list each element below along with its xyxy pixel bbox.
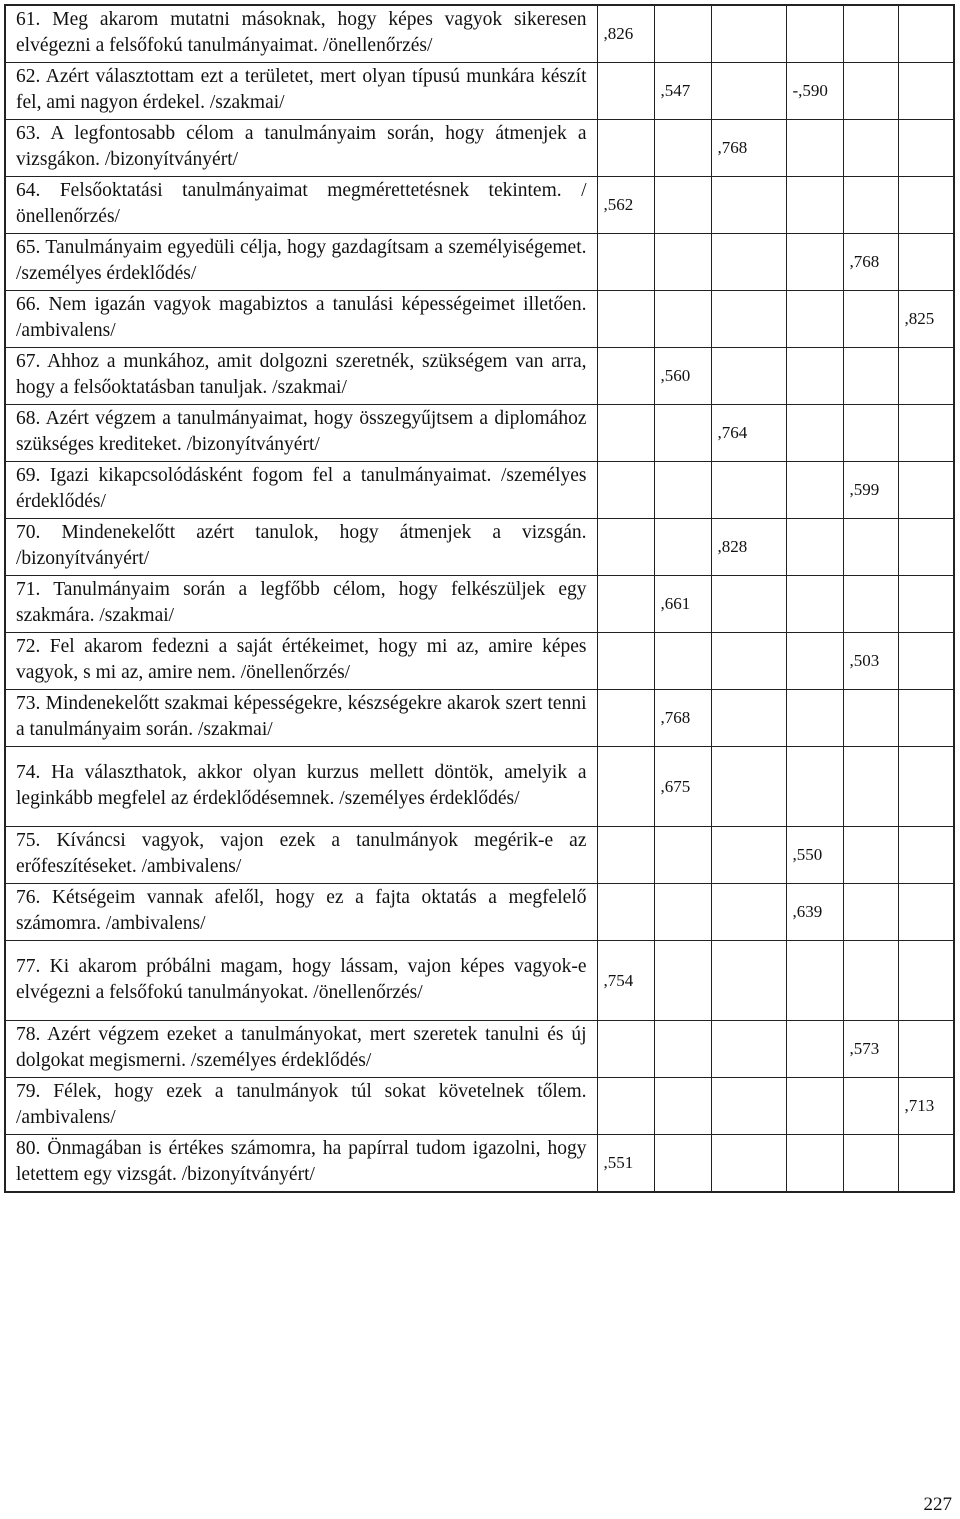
loading-cell-factor-1 (597, 462, 654, 519)
loading-cell-factor-4 (786, 747, 843, 827)
table-row (5, 519, 954, 576)
loading-cell-factor-2 (654, 1021, 711, 1078)
loading-cell-factor-4 (786, 1078, 843, 1135)
loading-cell-factor-2 (654, 1078, 711, 1135)
table-row (5, 941, 954, 1021)
table-row (5, 63, 954, 120)
loading-cell-factor-5 (843, 120, 898, 177)
item-text: 71. Tanulmányaim során a legfőbb célom, hogy felkészüljek egy szakmára. /szakmai/ (16, 579, 587, 626)
item-cell (5, 827, 597, 884)
loading-cell-factor-4 (786, 234, 843, 291)
table-row (5, 747, 954, 827)
loading-cell-factor-5 (843, 348, 898, 405)
loading-cell-factor-5 (843, 1135, 898, 1193)
loading-cell-factor-2 (654, 519, 711, 576)
loading-cell-factor-5 (843, 827, 898, 884)
item-cell (5, 1021, 597, 1078)
loading-cell-factor-2 (654, 941, 711, 1021)
loading-cell-factor-1 (597, 1021, 654, 1078)
loading-cell-factor-6 (898, 633, 954, 690)
loading-cell-factor-2: ,661 (654, 576, 711, 633)
table-row (5, 690, 954, 747)
loading-cell-factor-5 (843, 884, 898, 941)
item-text: 76. Kétségeim vannak afelől, hogy ez a fajta oktatás a megfelelő számomra. /ambivalens/ (16, 887, 587, 934)
item-cell (5, 519, 597, 576)
loading-cell-factor-2 (654, 405, 711, 462)
loading-cell-factor-3: ,828 (711, 519, 786, 576)
loading-cell-factor-4 (786, 177, 843, 234)
loading-cell-factor-5 (843, 747, 898, 827)
loading-cell-factor-2: ,768 (654, 690, 711, 747)
item-cell (5, 234, 597, 291)
loading-cell-factor-2: ,560 (654, 348, 711, 405)
loading-cell-factor-6 (898, 177, 954, 234)
loading-cell-factor-1 (597, 884, 654, 941)
loading-cell-factor-4 (786, 519, 843, 576)
loading-cell-factor-3 (711, 5, 786, 63)
loading-cell-factor-3 (711, 1021, 786, 1078)
loading-cell-factor-6 (898, 747, 954, 827)
table-row (5, 1078, 954, 1135)
item-cell (5, 63, 597, 120)
loading-cell-factor-6 (898, 519, 954, 576)
loading-cell-factor-5 (843, 405, 898, 462)
item-text: 65. Tanulmányaim egyedüli célja, hogy gazdagítsam a személyiségemet. /személyes érdeklődés/ (16, 237, 587, 284)
loading-cell-factor-1 (597, 405, 654, 462)
loading-cell-factor-1 (597, 827, 654, 884)
loading-cell-factor-6 (898, 1021, 954, 1078)
loading-cell-factor-6 (898, 884, 954, 941)
loading-cell-factor-4 (786, 405, 843, 462)
loading-cell-factor-5 (843, 941, 898, 1021)
item-text: 64. Felsőoktatási tanulmányaimat megmérettetésnek tekintem. /önellenőrzés/ (16, 180, 587, 227)
loading-cell-factor-4: -,590 (786, 63, 843, 120)
table-row (5, 462, 954, 519)
loading-cell-factor-5 (843, 576, 898, 633)
loading-cell-factor-3: ,768 (711, 120, 786, 177)
loading-cell-factor-6 (898, 5, 954, 63)
loading-cell-factor-6: ,713 (898, 1078, 954, 1135)
loading-cell-factor-3 (711, 177, 786, 234)
loading-cell-factor-1 (597, 291, 654, 348)
loading-cell-factor-3 (711, 633, 786, 690)
item-text: 73. Mindenekelőtt szakmai képességekre, készségekre akarok szert tenni a tanulmányaim során. /szakmai/ (16, 693, 587, 740)
item-cell (5, 1078, 597, 1135)
loading-cell-factor-4: ,639 (786, 884, 843, 941)
loading-cell-factor-1 (597, 747, 654, 827)
loading-cell-factor-6 (898, 234, 954, 291)
loading-cell-factor-1 (597, 1078, 654, 1135)
loading-cell-factor-3 (711, 690, 786, 747)
table-row (5, 633, 954, 690)
loading-cell-factor-3 (711, 291, 786, 348)
loading-cell-factor-1: ,551 (597, 1135, 654, 1193)
table-row (5, 884, 954, 941)
loading-cell-factor-6 (898, 827, 954, 884)
loading-cell-factor-3 (711, 348, 786, 405)
loading-cell-factor-3 (711, 234, 786, 291)
factor-loadings-table (4, 4, 955, 1193)
loading-cell-factor-2 (654, 884, 711, 941)
loading-cell-factor-6 (898, 405, 954, 462)
loading-cell-factor-1 (597, 348, 654, 405)
item-text: 74. Ha választhatok, akkor olyan kurzus mellett döntök, amelyik a leginkább megfelel az érdeklődésemnek. /személyes érdeklődés/ (16, 761, 587, 809)
loading-cell-factor-6 (898, 348, 954, 405)
loading-cell-factor-5 (843, 5, 898, 63)
item-text: 67. Ahhoz a munkához, amit dolgozni szeretnék, szükségem van arra, hogy a felsőoktatásban tanuljak. /szakmai/ (16, 351, 587, 398)
item-text: 77. Ki akarom próbálni magam, hogy lássam, vajon képes vagyok-e elvégezni a felsőfokú tanulmányokat. /önellenőrzés/ (16, 955, 587, 1003)
loading-cell-factor-2 (654, 633, 711, 690)
loading-cell-factor-4 (786, 348, 843, 405)
loading-cell-factor-6: ,825 (898, 291, 954, 348)
item-text: 61. Meg akarom mutatni másoknak, hogy képes vagyok sikeresen elvégezni a felsőfokú tanulmányaimat. /önellenőrzés/ (16, 9, 587, 56)
loading-cell-factor-1 (597, 519, 654, 576)
loading-cell-factor-5 (843, 291, 898, 348)
loading-cell-factor-4 (786, 1135, 843, 1193)
item-text: 66. Nem igazán vagyok magabiztos a tanulási képességeimet illetően. /ambivalens/ (16, 294, 587, 341)
item-text: 62. Azért választottam ezt a területet, mert olyan típusú munkára készít fel, ami nagyon érdekel. /szakmai/ (16, 66, 587, 113)
loading-cell-factor-2 (654, 177, 711, 234)
loading-cell-factor-1: ,826 (597, 5, 654, 63)
item-text: 72. Fel akarom fedezni a saját értékeimet, hogy mi az, amire képes vagyok, s mi az, amire nem. /önellenőrzés/ (16, 636, 587, 683)
loading-cell-factor-4 (786, 690, 843, 747)
loading-cell-factor-2 (654, 1135, 711, 1193)
loading-cell-factor-2: ,547 (654, 63, 711, 120)
loading-cell-factor-6 (898, 941, 954, 1021)
item-text: 70. Mindenekelőtt azért tanulok, hogy átmenjek a vizsgán. /bizonyítványért/ (16, 522, 587, 569)
loading-cell-factor-4: ,550 (786, 827, 843, 884)
loading-cell-factor-4 (786, 291, 843, 348)
loading-cell-factor-1 (597, 120, 654, 177)
loading-cell-factor-4 (786, 5, 843, 63)
loading-cell-factor-3 (711, 1078, 786, 1135)
item-text: 68. Azért végzem a tanulmányaimat, hogy összegyűjtsem a diplomához szükséges krediteket. /bizonyítványért/ (16, 408, 587, 455)
table-row (5, 348, 954, 405)
loading-cell-factor-4 (786, 120, 843, 177)
loading-cell-factor-3: ,764 (711, 405, 786, 462)
loading-cell-factor-3 (711, 747, 786, 827)
loading-cell-factor-6 (898, 120, 954, 177)
item-cell (5, 941, 597, 1021)
loading-cell-factor-5 (843, 690, 898, 747)
loading-cell-factor-3 (711, 941, 786, 1021)
loading-cell-factor-2 (654, 5, 711, 63)
page-number: 227 (923, 1494, 952, 1515)
loading-cell-factor-6 (898, 576, 954, 633)
loading-cell-factor-1: ,754 (597, 941, 654, 1021)
loading-cell-factor-3 (711, 576, 786, 633)
table-row (5, 291, 954, 348)
loading-cell-factor-5 (843, 63, 898, 120)
loading-cell-factor-5: ,503 (843, 633, 898, 690)
item-cell (5, 462, 597, 519)
loading-cell-factor-2 (654, 234, 711, 291)
loading-cell-factor-4 (786, 1021, 843, 1078)
table-body (5, 5, 954, 1192)
loading-cell-factor-3 (711, 462, 786, 519)
loading-cell-factor-1 (597, 690, 654, 747)
item-cell (5, 120, 597, 177)
item-cell (5, 690, 597, 747)
item-cell (5, 747, 597, 827)
loading-cell-factor-3 (711, 1135, 786, 1193)
loading-cell-factor-5: ,573 (843, 1021, 898, 1078)
item-cell (5, 291, 597, 348)
loading-cell-factor-6 (898, 690, 954, 747)
loading-cell-factor-2 (654, 827, 711, 884)
loading-cell-factor-3 (711, 827, 786, 884)
loading-cell-factor-5: ,768 (843, 234, 898, 291)
table-row (5, 1021, 954, 1078)
loading-cell-factor-5 (843, 1078, 898, 1135)
table-row (5, 177, 954, 234)
loading-cell-factor-6 (898, 1135, 954, 1193)
loading-cell-factor-4 (786, 462, 843, 519)
loading-cell-factor-2 (654, 462, 711, 519)
item-cell (5, 348, 597, 405)
loading-cell-factor-1 (597, 63, 654, 120)
item-text: 78. Azért végzem ezeket a tanulmányokat, mert szeretek tanulni és új dolgokat megismerni. /személyes érdeklődés/ (16, 1024, 587, 1071)
item-text: 80. Önmagában is értékes számomra, ha papírral tudom igazolni, hogy letettem egy vizsgát. /bizonyítványért/ (16, 1138, 587, 1185)
item-text: 63. A legfontosabb célom a tanulmányaim során, hogy átmenjek a vizsgákon. /bizonyítványért/ (16, 123, 587, 170)
item-text: 69. Igazi kikapcsolódásként fogom fel a tanulmányaimat. /személyes érdeklődés/ (16, 465, 587, 512)
item-cell (5, 1135, 597, 1193)
loading-cell-factor-5 (843, 177, 898, 234)
loading-cell-factor-4 (786, 941, 843, 1021)
table-row (5, 234, 954, 291)
loading-cell-factor-6 (898, 462, 954, 519)
loading-cell-factor-1 (597, 633, 654, 690)
item-cell (5, 576, 597, 633)
item-cell (5, 405, 597, 462)
loading-cell-factor-3 (711, 63, 786, 120)
table-row (5, 827, 954, 884)
table-row (5, 405, 954, 462)
item-cell (5, 177, 597, 234)
item-text: 75. Kíváncsi vagyok, vajon ezek a tanulmányok megérik-e az erőfeszítéseket. /ambivalens/ (16, 830, 587, 877)
item-text: 79. Félek, hogy ezek a tanulmányok túl sokat követelnek tőlem. /ambivalens/ (16, 1081, 587, 1128)
table-row (5, 576, 954, 633)
loading-cell-factor-4 (786, 633, 843, 690)
table-row (5, 1135, 954, 1193)
loading-cell-factor-2 (654, 120, 711, 177)
loading-cell-factor-3 (711, 884, 786, 941)
loading-cell-factor-1: ,562 (597, 177, 654, 234)
item-cell (5, 884, 597, 941)
loading-cell-factor-4 (786, 576, 843, 633)
table-row (5, 5, 954, 63)
table-row (5, 120, 954, 177)
loading-cell-factor-1 (597, 234, 654, 291)
loading-cell-factor-2 (654, 291, 711, 348)
item-cell (5, 633, 597, 690)
item-cell (5, 5, 597, 63)
loading-cell-factor-6 (898, 63, 954, 120)
loading-cell-factor-5: ,599 (843, 462, 898, 519)
loading-cell-factor-2: ,675 (654, 747, 711, 827)
loading-cell-factor-5 (843, 519, 898, 576)
loading-cell-factor-1 (597, 576, 654, 633)
